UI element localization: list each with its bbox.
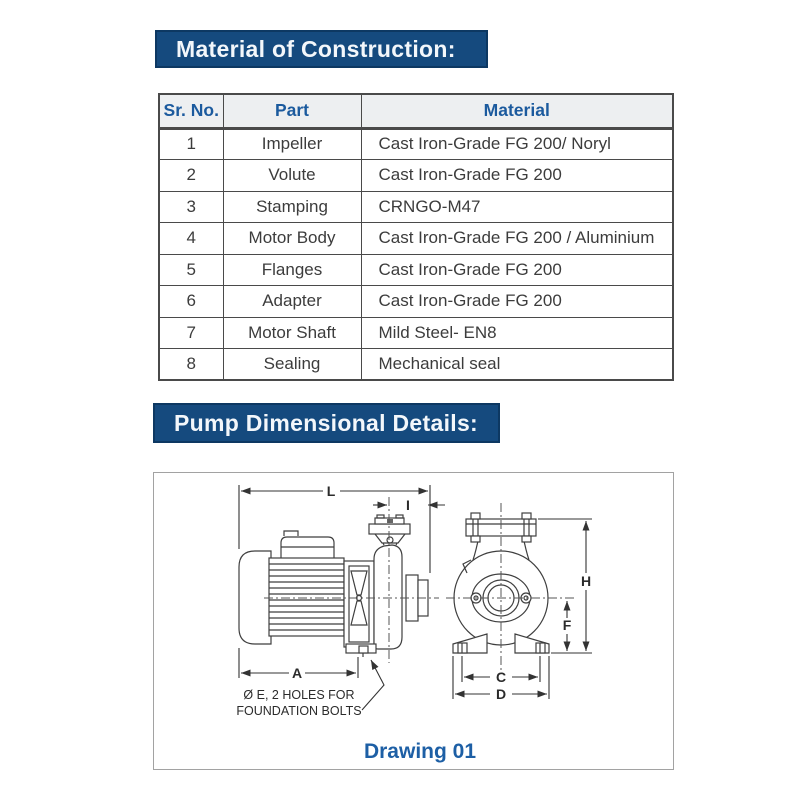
cell-sr-no: 4 xyxy=(159,223,223,255)
column-header: Part xyxy=(223,94,361,128)
dim-label-H: H xyxy=(580,573,592,589)
cell-part: Adapter xyxy=(223,286,361,318)
table-row xyxy=(159,254,673,286)
dim-label-C: C xyxy=(495,669,507,685)
cell-material: Cast Iron-Grade FG 200 xyxy=(361,254,673,286)
cell-sr-no: 2 xyxy=(159,160,223,192)
dim-label-I: I xyxy=(406,497,410,513)
section-banner-dimensional xyxy=(153,403,500,443)
table-row xyxy=(159,349,673,381)
cell-part: Volute xyxy=(223,160,361,192)
cell-part: Motor Shaft xyxy=(223,317,361,349)
cell-part: Impeller xyxy=(223,128,361,160)
foundation-bolt-callout xyxy=(236,660,384,718)
section-title-dimensional: Pump Dimensional Details: xyxy=(174,409,479,436)
dim-label-F: F xyxy=(562,617,572,633)
annotation-line-1: Ø E, 2 HOLES FOR xyxy=(243,688,355,702)
materials-table-body xyxy=(159,128,673,380)
cell-sr-no: 1 xyxy=(159,128,223,160)
section-banner-material xyxy=(155,30,488,68)
cell-material: Cast Iron-Grade FG 200 xyxy=(361,160,673,192)
materials-table-head xyxy=(159,94,673,128)
cell-material: Cast Iron-Grade FG 200 xyxy=(361,286,673,318)
pump-side-view xyxy=(239,515,428,657)
cell-material: CRNGO-M47 xyxy=(361,191,673,223)
cell-sr-no: 5 xyxy=(159,254,223,286)
cell-part: Flanges xyxy=(223,254,361,286)
cell-sr-no: 8 xyxy=(159,349,223,381)
table-row xyxy=(159,223,673,255)
dim-label-L: L xyxy=(326,483,336,499)
column-header: Material xyxy=(361,94,673,128)
table-row xyxy=(159,191,673,223)
table-row xyxy=(159,317,673,349)
cell-part: Sealing xyxy=(223,349,361,381)
cell-sr-no: 6 xyxy=(159,286,223,318)
cell-sr-no: 7 xyxy=(159,317,223,349)
cell-material: Cast Iron-Grade FG 200/ Noryl xyxy=(361,128,673,160)
dim-label-D: D xyxy=(495,686,507,702)
cell-material: Mechanical seal xyxy=(361,349,673,381)
dim-label-A: A xyxy=(291,665,303,681)
column-header: Sr. No. xyxy=(159,94,223,128)
materials-table xyxy=(158,93,674,381)
cell-sr-no: 3 xyxy=(159,191,223,223)
pump-technical-drawing xyxy=(154,473,672,768)
table-row xyxy=(159,160,673,192)
annotation-line-2: FOUNDATION BOLTS xyxy=(236,704,362,718)
pump-drawing-panel xyxy=(153,472,674,770)
cell-part: Stamping xyxy=(223,191,361,223)
drawing-caption: Drawing 01 xyxy=(363,740,477,763)
table-row xyxy=(159,128,673,160)
cell-part: Motor Body xyxy=(223,223,361,255)
cell-material: Mild Steel- EN8 xyxy=(361,317,673,349)
table-row xyxy=(159,286,673,318)
table-header-row xyxy=(159,94,673,128)
section-title-material: Material of Construction: xyxy=(176,35,456,62)
cell-material: Cast Iron-Grade FG 200 / Aluminium xyxy=(361,223,673,255)
